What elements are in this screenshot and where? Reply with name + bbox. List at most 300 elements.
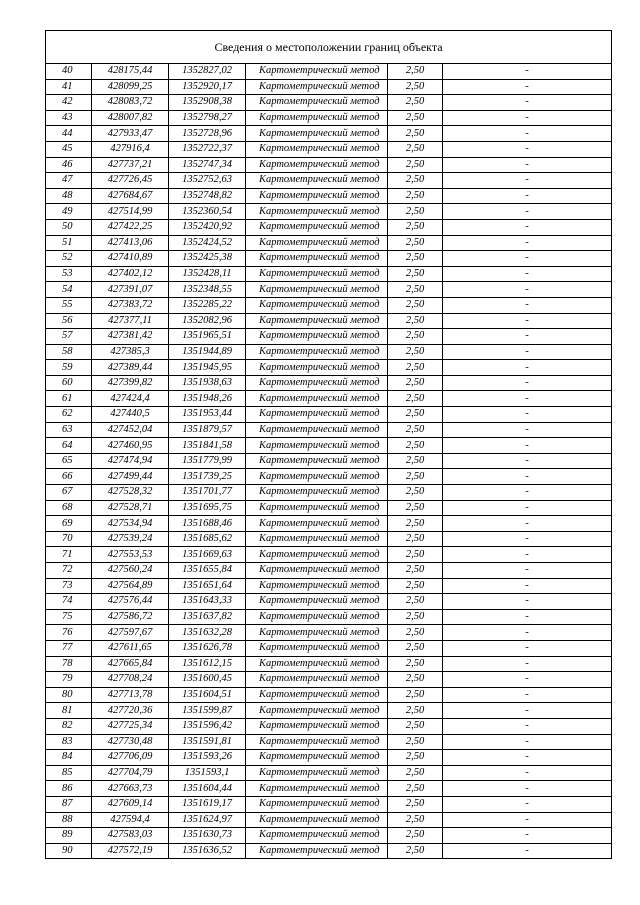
method-cell: Картометрический метод xyxy=(246,438,388,454)
x-coordinate-cell: 427460,95 xyxy=(92,438,169,454)
table-row xyxy=(46,594,612,610)
description-cell: - xyxy=(443,235,612,251)
x-coordinate-cell: 427713,78 xyxy=(92,687,169,703)
method-cell: Картометрический метод xyxy=(246,422,388,438)
accuracy-cell: 2,50 xyxy=(388,95,443,111)
method-cell: Картометрический метод xyxy=(246,110,388,126)
accuracy-cell: 2,50 xyxy=(388,578,443,594)
point-number-cell: 67 xyxy=(46,485,92,501)
accuracy-cell: 2,50 xyxy=(388,750,443,766)
x-coordinate-cell: 427665,84 xyxy=(92,656,169,672)
y-coordinate-cell: 1351612,15 xyxy=(169,656,246,672)
description-cell: - xyxy=(443,110,612,126)
accuracy-cell: 2,50 xyxy=(388,282,443,298)
accuracy-cell: 2,50 xyxy=(388,79,443,95)
y-coordinate-cell: 1351637,82 xyxy=(169,609,246,625)
x-coordinate-cell: 427576,44 xyxy=(92,594,169,610)
table-row xyxy=(46,578,612,594)
x-coordinate-cell: 427704,79 xyxy=(92,765,169,781)
point-number-cell: 69 xyxy=(46,516,92,532)
accuracy-cell: 2,50 xyxy=(388,672,443,688)
method-cell: Картометрический метод xyxy=(246,344,388,360)
description-cell: - xyxy=(443,609,612,625)
y-coordinate-cell: 1351624,97 xyxy=(169,812,246,828)
table-row xyxy=(46,547,612,563)
x-coordinate-cell: 427572,19 xyxy=(92,843,169,859)
y-coordinate-cell: 1352424,52 xyxy=(169,235,246,251)
accuracy-cell: 2,50 xyxy=(388,828,443,844)
description-cell: - xyxy=(443,547,612,563)
table-row xyxy=(46,141,612,157)
table-row xyxy=(46,235,612,251)
x-coordinate-cell: 427539,24 xyxy=(92,531,169,547)
y-coordinate-cell: 1352425,38 xyxy=(169,251,246,267)
x-coordinate-cell: 427916,4 xyxy=(92,141,169,157)
method-cell: Картометрический метод xyxy=(246,828,388,844)
description-cell: - xyxy=(443,453,612,469)
table-row xyxy=(46,656,612,672)
y-coordinate-cell: 1352748,82 xyxy=(169,188,246,204)
table-row xyxy=(46,95,612,111)
table-row xyxy=(46,531,612,547)
point-number-cell: 49 xyxy=(46,204,92,220)
point-number-cell: 50 xyxy=(46,219,92,235)
point-number-cell: 76 xyxy=(46,625,92,641)
table-row xyxy=(46,344,612,360)
description-cell: - xyxy=(443,625,612,641)
x-coordinate-cell: 427474,94 xyxy=(92,453,169,469)
method-cell: Картометрический метод xyxy=(246,173,388,189)
x-coordinate-cell: 427377,11 xyxy=(92,313,169,329)
accuracy-cell: 2,50 xyxy=(388,360,443,376)
description-cell: - xyxy=(443,157,612,173)
x-coordinate-cell: 427737,21 xyxy=(92,157,169,173)
table-row xyxy=(46,687,612,703)
y-coordinate-cell: 1351944,89 xyxy=(169,344,246,360)
accuracy-cell: 2,50 xyxy=(388,547,443,563)
method-cell: Картометрический метод xyxy=(246,64,388,80)
description-cell: - xyxy=(443,282,612,298)
accuracy-cell: 2,50 xyxy=(388,204,443,220)
table-row xyxy=(46,360,612,376)
method-cell: Картометрический метод xyxy=(246,219,388,235)
accuracy-cell: 2,50 xyxy=(388,609,443,625)
x-coordinate-cell: 427413,06 xyxy=(92,235,169,251)
x-coordinate-cell: 427402,12 xyxy=(92,266,169,282)
point-number-cell: 52 xyxy=(46,251,92,267)
method-cell: Картометрический метод xyxy=(246,313,388,329)
title-row xyxy=(46,31,612,64)
description-cell: - xyxy=(443,687,612,703)
x-coordinate-cell: 427730,48 xyxy=(92,734,169,750)
accuracy-cell: 2,50 xyxy=(388,313,443,329)
point-number-cell: 53 xyxy=(46,266,92,282)
accuracy-cell: 2,50 xyxy=(388,375,443,391)
description-cell: - xyxy=(443,422,612,438)
point-number-cell: 73 xyxy=(46,578,92,594)
x-coordinate-cell: 427726,45 xyxy=(92,173,169,189)
x-coordinate-cell: 427424,4 xyxy=(92,391,169,407)
description-cell: - xyxy=(443,750,612,766)
table-title: Сведения о местоположении границ объекта xyxy=(46,31,612,64)
table-row xyxy=(46,750,612,766)
y-coordinate-cell: 1351626,78 xyxy=(169,640,246,656)
accuracy-cell: 2,50 xyxy=(388,266,443,282)
x-coordinate-cell: 427708,24 xyxy=(92,672,169,688)
description-cell: - xyxy=(443,344,612,360)
x-coordinate-cell: 427399,82 xyxy=(92,375,169,391)
accuracy-cell: 2,50 xyxy=(388,235,443,251)
y-coordinate-cell: 1352728,96 xyxy=(169,126,246,142)
y-coordinate-cell: 1351651,64 xyxy=(169,578,246,594)
x-coordinate-cell: 427594,4 xyxy=(92,812,169,828)
accuracy-cell: 2,50 xyxy=(388,563,443,579)
method-cell: Картометрический метод xyxy=(246,781,388,797)
point-number-cell: 45 xyxy=(46,141,92,157)
table-row xyxy=(46,672,612,688)
table-row xyxy=(46,796,612,812)
x-coordinate-cell: 428175,44 xyxy=(92,64,169,80)
method-cell: Картометрический метод xyxy=(246,407,388,423)
table-row xyxy=(46,703,612,719)
description-cell: - xyxy=(443,765,612,781)
method-cell: Картометрический метод xyxy=(246,469,388,485)
description-cell: - xyxy=(443,703,612,719)
y-coordinate-cell: 1352798,27 xyxy=(169,110,246,126)
method-cell: Картометрический метод xyxy=(246,516,388,532)
accuracy-cell: 2,50 xyxy=(388,765,443,781)
description-cell: - xyxy=(443,438,612,454)
accuracy-cell: 2,50 xyxy=(388,485,443,501)
accuracy-cell: 2,50 xyxy=(388,703,443,719)
table-row xyxy=(46,110,612,126)
y-coordinate-cell: 1351599,87 xyxy=(169,703,246,719)
point-number-cell: 66 xyxy=(46,469,92,485)
point-number-cell: 78 xyxy=(46,656,92,672)
table-row xyxy=(46,126,612,142)
accuracy-cell: 2,50 xyxy=(388,188,443,204)
accuracy-cell: 2,50 xyxy=(388,843,443,859)
description-cell: - xyxy=(443,407,612,423)
table-row xyxy=(46,157,612,173)
accuracy-cell: 2,50 xyxy=(388,734,443,750)
y-coordinate-cell: 1351619,17 xyxy=(169,796,246,812)
x-coordinate-cell: 427564,89 xyxy=(92,578,169,594)
method-cell: Картометрический метод xyxy=(246,266,388,282)
description-cell: - xyxy=(443,531,612,547)
description-cell: - xyxy=(443,95,612,111)
point-number-cell: 64 xyxy=(46,438,92,454)
table-row xyxy=(46,625,612,641)
point-number-cell: 48 xyxy=(46,188,92,204)
accuracy-cell: 2,50 xyxy=(388,687,443,703)
method-cell: Картометрический метод xyxy=(246,235,388,251)
table-row xyxy=(46,453,612,469)
y-coordinate-cell: 1351655,84 xyxy=(169,563,246,579)
description-cell: - xyxy=(443,297,612,313)
y-coordinate-cell: 1352428,11 xyxy=(169,266,246,282)
accuracy-cell: 2,50 xyxy=(388,812,443,828)
point-number-cell: 68 xyxy=(46,500,92,516)
method-cell: Картометрический метод xyxy=(246,500,388,516)
y-coordinate-cell: 1351604,44 xyxy=(169,781,246,797)
accuracy-cell: 2,50 xyxy=(388,219,443,235)
accuracy-cell: 2,50 xyxy=(388,141,443,157)
point-number-cell: 74 xyxy=(46,594,92,610)
accuracy-cell: 2,50 xyxy=(388,329,443,345)
table-row xyxy=(46,407,612,423)
y-coordinate-cell: 1351841,58 xyxy=(169,438,246,454)
point-number-cell: 47 xyxy=(46,173,92,189)
description-cell: - xyxy=(443,672,612,688)
x-coordinate-cell: 427663,73 xyxy=(92,781,169,797)
x-coordinate-cell: 427422,25 xyxy=(92,219,169,235)
x-coordinate-cell: 427611,65 xyxy=(92,640,169,656)
point-number-cell: 72 xyxy=(46,563,92,579)
description-cell: - xyxy=(443,79,612,95)
y-coordinate-cell: 1351604,51 xyxy=(169,687,246,703)
method-cell: Картометрический метод xyxy=(246,625,388,641)
y-coordinate-cell: 1351945,95 xyxy=(169,360,246,376)
x-coordinate-cell: 427553,53 xyxy=(92,547,169,563)
point-number-cell: 54 xyxy=(46,282,92,298)
y-coordinate-cell: 1351938,63 xyxy=(169,375,246,391)
accuracy-cell: 2,50 xyxy=(388,251,443,267)
table-row xyxy=(46,391,612,407)
x-coordinate-cell: 427528,71 xyxy=(92,500,169,516)
x-coordinate-cell: 427514,99 xyxy=(92,204,169,220)
table-row xyxy=(46,812,612,828)
point-number-cell: 55 xyxy=(46,297,92,313)
accuracy-cell: 2,50 xyxy=(388,594,443,610)
table-row xyxy=(46,64,612,80)
y-coordinate-cell: 1351779,99 xyxy=(169,453,246,469)
description-cell: - xyxy=(443,375,612,391)
point-number-cell: 62 xyxy=(46,407,92,423)
method-cell: Картометрический метод xyxy=(246,141,388,157)
point-number-cell: 40 xyxy=(46,64,92,80)
x-coordinate-cell: 427583,03 xyxy=(92,828,169,844)
point-number-cell: 65 xyxy=(46,453,92,469)
method-cell: Картометрический метод xyxy=(246,656,388,672)
description-cell: - xyxy=(443,329,612,345)
x-coordinate-cell: 427391,07 xyxy=(92,282,169,298)
y-coordinate-cell: 1351879,57 xyxy=(169,422,246,438)
description-cell: - xyxy=(443,812,612,828)
description-cell: - xyxy=(443,485,612,501)
method-cell: Картометрический метод xyxy=(246,282,388,298)
description-cell: - xyxy=(443,64,612,80)
point-number-cell: 89 xyxy=(46,828,92,844)
method-cell: Картометрический метод xyxy=(246,578,388,594)
description-cell: - xyxy=(443,578,612,594)
accuracy-cell: 2,50 xyxy=(388,531,443,547)
description-cell: - xyxy=(443,266,612,282)
table-row xyxy=(46,282,612,298)
method-cell: Картометрический метод xyxy=(246,329,388,345)
x-coordinate-cell: 427597,67 xyxy=(92,625,169,641)
y-coordinate-cell: 1352360,54 xyxy=(169,204,246,220)
description-cell: - xyxy=(443,500,612,516)
point-number-cell: 43 xyxy=(46,110,92,126)
x-coordinate-cell: 428099,25 xyxy=(92,79,169,95)
table-row xyxy=(46,734,612,750)
y-coordinate-cell: 1351669,63 xyxy=(169,547,246,563)
point-number-cell: 59 xyxy=(46,360,92,376)
y-coordinate-cell: 1351643,33 xyxy=(169,594,246,610)
table-row xyxy=(46,188,612,204)
description-cell: - xyxy=(443,219,612,235)
description-cell: - xyxy=(443,843,612,859)
description-cell: - xyxy=(443,141,612,157)
accuracy-cell: 2,50 xyxy=(388,500,443,516)
table-row xyxy=(46,485,612,501)
table-row xyxy=(46,563,612,579)
point-number-cell: 56 xyxy=(46,313,92,329)
description-cell: - xyxy=(443,828,612,844)
point-number-cell: 44 xyxy=(46,126,92,142)
x-coordinate-cell: 427528,32 xyxy=(92,485,169,501)
description-cell: - xyxy=(443,656,612,672)
table-row xyxy=(46,204,612,220)
table-row xyxy=(46,375,612,391)
point-number-cell: 77 xyxy=(46,640,92,656)
table-row xyxy=(46,765,612,781)
point-number-cell: 63 xyxy=(46,422,92,438)
method-cell: Картометрический метод xyxy=(246,375,388,391)
point-number-cell: 83 xyxy=(46,734,92,750)
x-coordinate-cell: 427706,09 xyxy=(92,750,169,766)
y-coordinate-cell: 1352747,34 xyxy=(169,157,246,173)
x-coordinate-cell: 427389,44 xyxy=(92,360,169,376)
description-cell: - xyxy=(443,594,612,610)
y-coordinate-cell: 1352920,17 xyxy=(169,79,246,95)
boundary-points-table xyxy=(45,30,612,859)
method-cell: Картометрический метод xyxy=(246,297,388,313)
point-number-cell: 51 xyxy=(46,235,92,251)
y-coordinate-cell: 1352420,92 xyxy=(169,219,246,235)
x-coordinate-cell: 427534,94 xyxy=(92,516,169,532)
accuracy-cell: 2,50 xyxy=(388,438,443,454)
method-cell: Картометрический метод xyxy=(246,95,388,111)
table-row xyxy=(46,251,612,267)
method-cell: Картометрический метод xyxy=(246,609,388,625)
accuracy-cell: 2,50 xyxy=(388,422,443,438)
accuracy-cell: 2,50 xyxy=(388,297,443,313)
point-number-cell: 86 xyxy=(46,781,92,797)
method-cell: Картометрический метод xyxy=(246,391,388,407)
y-coordinate-cell: 1352908,38 xyxy=(169,95,246,111)
y-coordinate-cell: 1351596,42 xyxy=(169,718,246,734)
y-coordinate-cell: 1351953,44 xyxy=(169,407,246,423)
y-coordinate-cell: 1351739,25 xyxy=(169,469,246,485)
point-number-cell: 85 xyxy=(46,765,92,781)
x-coordinate-cell: 427410,89 xyxy=(92,251,169,267)
point-number-cell: 81 xyxy=(46,703,92,719)
y-coordinate-cell: 1351688,46 xyxy=(169,516,246,532)
table-row xyxy=(46,219,612,235)
table-row xyxy=(46,79,612,95)
accuracy-cell: 2,50 xyxy=(388,110,443,126)
point-number-cell: 88 xyxy=(46,812,92,828)
method-cell: Картометрический метод xyxy=(246,734,388,750)
table-row xyxy=(46,500,612,516)
y-coordinate-cell: 1351591,81 xyxy=(169,734,246,750)
point-number-cell: 60 xyxy=(46,375,92,391)
point-number-cell: 90 xyxy=(46,843,92,859)
table-row xyxy=(46,516,612,532)
description-cell: - xyxy=(443,188,612,204)
method-cell: Картометрический метод xyxy=(246,251,388,267)
description-cell: - xyxy=(443,796,612,812)
point-number-cell: 79 xyxy=(46,672,92,688)
x-coordinate-cell: 427383,72 xyxy=(92,297,169,313)
table-row xyxy=(46,781,612,797)
accuracy-cell: 2,50 xyxy=(388,469,443,485)
accuracy-cell: 2,50 xyxy=(388,157,443,173)
x-coordinate-cell: 428083,72 xyxy=(92,95,169,111)
accuracy-cell: 2,50 xyxy=(388,796,443,812)
y-coordinate-cell: 1351630,73 xyxy=(169,828,246,844)
method-cell: Картометрический метод xyxy=(246,594,388,610)
accuracy-cell: 2,50 xyxy=(388,656,443,672)
table-row xyxy=(46,609,612,625)
table-row xyxy=(46,843,612,859)
y-coordinate-cell: 1351632,28 xyxy=(169,625,246,641)
table-row xyxy=(46,329,612,345)
accuracy-cell: 2,50 xyxy=(388,781,443,797)
method-cell: Картометрический метод xyxy=(246,812,388,828)
x-coordinate-cell: 427440,5 xyxy=(92,407,169,423)
method-cell: Картометрический метод xyxy=(246,126,388,142)
method-cell: Картометрический метод xyxy=(246,796,388,812)
point-number-cell: 80 xyxy=(46,687,92,703)
x-coordinate-cell: 427609,14 xyxy=(92,796,169,812)
table-row xyxy=(46,422,612,438)
point-number-cell: 71 xyxy=(46,547,92,563)
table-row xyxy=(46,438,612,454)
method-cell: Картометрический метод xyxy=(246,640,388,656)
method-cell: Картометрический метод xyxy=(246,703,388,719)
description-cell: - xyxy=(443,313,612,329)
method-cell: Картометрический метод xyxy=(246,718,388,734)
x-coordinate-cell: 427586,72 xyxy=(92,609,169,625)
accuracy-cell: 2,50 xyxy=(388,64,443,80)
table-row xyxy=(46,173,612,189)
y-coordinate-cell: 1351685,62 xyxy=(169,531,246,547)
description-cell: - xyxy=(443,391,612,407)
method-cell: Картометрический метод xyxy=(246,672,388,688)
accuracy-cell: 2,50 xyxy=(388,516,443,532)
method-cell: Картометрический метод xyxy=(246,204,388,220)
method-cell: Картометрический метод xyxy=(246,188,388,204)
y-coordinate-cell: 1352722,37 xyxy=(169,141,246,157)
accuracy-cell: 2,50 xyxy=(388,407,443,423)
x-coordinate-cell: 427725,34 xyxy=(92,718,169,734)
y-coordinate-cell: 1351701,77 xyxy=(169,485,246,501)
point-number-cell: 58 xyxy=(46,344,92,360)
point-number-cell: 61 xyxy=(46,391,92,407)
table-row xyxy=(46,297,612,313)
table-row xyxy=(46,828,612,844)
y-coordinate-cell: 1351593,1 xyxy=(169,765,246,781)
table-row xyxy=(46,469,612,485)
x-coordinate-cell: 428007,82 xyxy=(92,110,169,126)
method-cell: Картометрический метод xyxy=(246,157,388,173)
y-coordinate-cell: 1351948,26 xyxy=(169,391,246,407)
description-cell: - xyxy=(443,251,612,267)
method-cell: Картометрический метод xyxy=(246,453,388,469)
